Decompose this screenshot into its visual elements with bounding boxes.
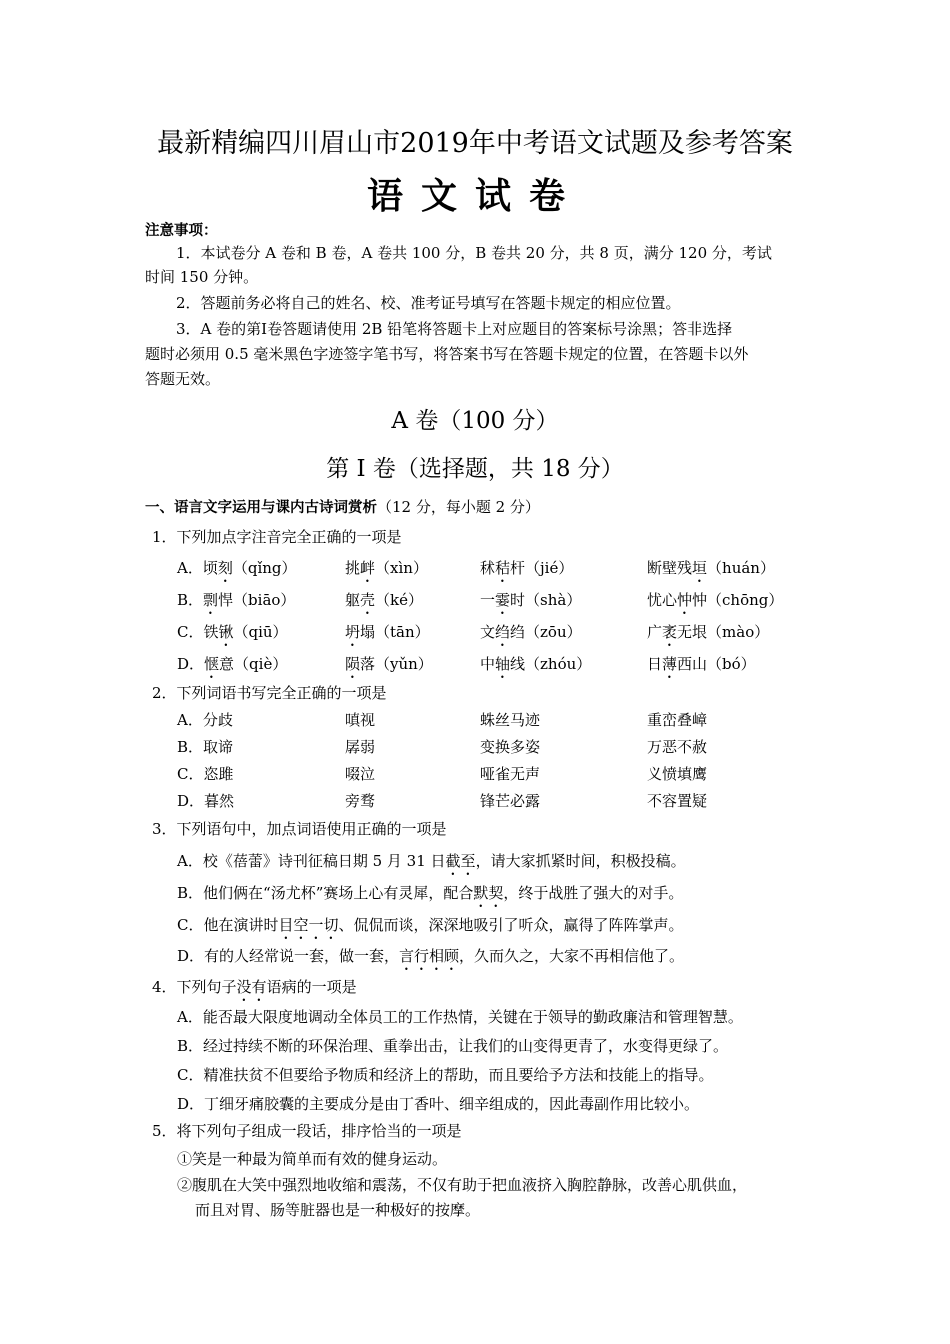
doc-title: 最新精编四川眉山市2019年中考语文试题及参考答案 [157,128,793,159]
q2-b-4: 万恶不赦 [647,738,708,756]
q1-c-1: C．铁锹（qiū） [177,623,288,641]
q2-a-1: A．分歧 [177,711,233,729]
notice-item-1-line-2: 时间 150 分钟。 [145,268,259,286]
q1-a-2: 挑衅（xìn） [345,559,428,577]
q4-option-a: A．能否最大限度地调动全体员工的工作热情，关键在于领导的勤政廉洁和管理智慧。 [177,1008,743,1026]
q5-stem: 5．将下列句子组成一段话，排序恰当的一项是 [152,1122,462,1140]
part-one-heading-bold: 一、语言文字运用与课内古诗词赏析 [145,500,377,516]
q4-option-c: C．精准扶贫不但要给予物质和经济上的帮助，而且要给予方法和技能上的指导。 [177,1066,714,1084]
q2-d-3: 锋芒必露 [480,792,541,810]
notice-item-1-line-1: 1．本试卷分 A 卷和 B 卷，A 卷共 100 分，B 卷共 20 分，共 8 页，满分 120 分，考试 [176,244,772,262]
part-one-heading [145,496,540,519]
notice-item-3-line-1: 3．A 卷的第Ⅰ卷答题请使用 2B 铅笔将答题卡上对应题目的答案标号涂黑；答非选择 [176,320,733,338]
q1-a-4: 断壁残垣（huán） [647,559,775,577]
q1-d-1: D．惬意（qiè） [177,655,288,673]
q3-option-c: C．他在演讲时目空一切、侃侃而谈，深深地吸引了听众，赢得了阵阵掌声。 [177,916,684,934]
q1-b-1: B．剽悍（biāo） [177,591,296,609]
q2-b-1: B．取谛 [177,738,234,756]
q2-b-2: 孱弱 [345,738,376,756]
q2-c-1: C．恣雎 [177,765,234,783]
notice-item-3-line-3: 答题无效。 [145,370,221,388]
q1-d-2: 陨落（yǔn） [345,655,433,673]
notice-item-2: 2．答题前务必将自己的姓名、校、准考证号填写在答题卡规定的相应位置。 [176,294,681,312]
q1-c-3: 文绉绉（zōu） [480,623,582,641]
q3-option-b: B．他们俩在“汤尤杯”赛场上心有灵犀，配合默契，终于战胜了强大的对手。 [177,884,684,902]
section-a-title: A 卷（100 分） [391,408,559,434]
q4-option-d: D．丁细牙痛胶囊的主要成分是由丁香叶、细辛组成的，因此毒副作用比较小。 [177,1095,700,1113]
q3-stem: 3．下列语句中，加点词语使用正确的一项是 [152,820,447,838]
part-1-title: 第 I 卷（选择题，共 18 分） [326,456,624,482]
q3-option-d: D．有的人经常说一套，做一套，言行相顾，久而久之，大家不再相信他了。 [177,947,685,965]
q2-d-1: D．暮然 [177,792,235,810]
q5-sentence-1: ①笑是一种最为简单而有效的健身运动。 [177,1150,448,1168]
q1-c-4: 广袤无垠（mào） [647,623,770,641]
q1-a-1: A．顷刻（qǐng） [177,559,297,577]
q1-d-3: 中轴线（zhóu） [480,655,592,673]
q1-b-4: 忧心忡忡（chōng） [647,591,784,609]
notice-item-3-line-2: 题时必须用 0.5 毫米黑色字迹签字笔书写，将答案书写在答题卡规定的位置，在答题卡以外 [145,345,749,363]
q2-c-4: 义愤填鹰 [647,765,708,783]
q1-c-2: 坍塌（tān） [345,623,430,641]
q2-b-3: 变换多姿 [480,738,541,756]
big-title: 语文试卷 [366,175,583,217]
q2-a-4: 重峦叠嶂 [647,711,708,729]
q4-stem: 4．下列句子没有语病的一项是 [152,978,357,996]
q1-a-3: 秫秸杆（jié） [480,559,574,577]
q1-stem: 1．下列加点字注音完全正确的一项是 [152,528,402,546]
q2-stem: 2．下列词语书写完全正确的一项是 [152,684,387,702]
q2-a-2: 嗔视 [345,711,376,729]
q1-d-4: 日薄西山（bó） [647,655,756,673]
q5-sentence-2-line-1: ②腹肌在大笑中强烈地收缩和震荡，不仅有助于把血液挤入胸腔静脉，改善心肌供血， [177,1176,748,1194]
q1-b-2: 躯壳（ké） [345,591,423,609]
q5-sentence-2-line-2: 而且对胃、肠等脏器也是一种极好的按摩。 [195,1201,481,1219]
part-one-heading-rest: （12 分，每小题 2 分） [377,498,540,516]
q1-b-3: 一霎时（shà） [480,591,582,609]
q2-d-4: 不容置疑 [647,792,708,810]
q2-c-2: 啜泣 [345,765,376,783]
q2-c-3: 哑雀无声 [480,765,541,783]
notice-heading: 注意事项： [145,223,218,239]
q3-option-a: A．校《蓓蕾》诗刊征稿日期 5 月 31 日截至，请大家抓紧时间，积极投稿。 [177,852,686,870]
q4-option-b: B．经过持续不断的环保治理、重拳出击，让我们的山变得更青了，水变得更绿了。 [177,1037,729,1055]
q2-a-3: 蛛丝马迹 [480,711,541,729]
q2-d-2: 旁骛 [345,792,376,810]
